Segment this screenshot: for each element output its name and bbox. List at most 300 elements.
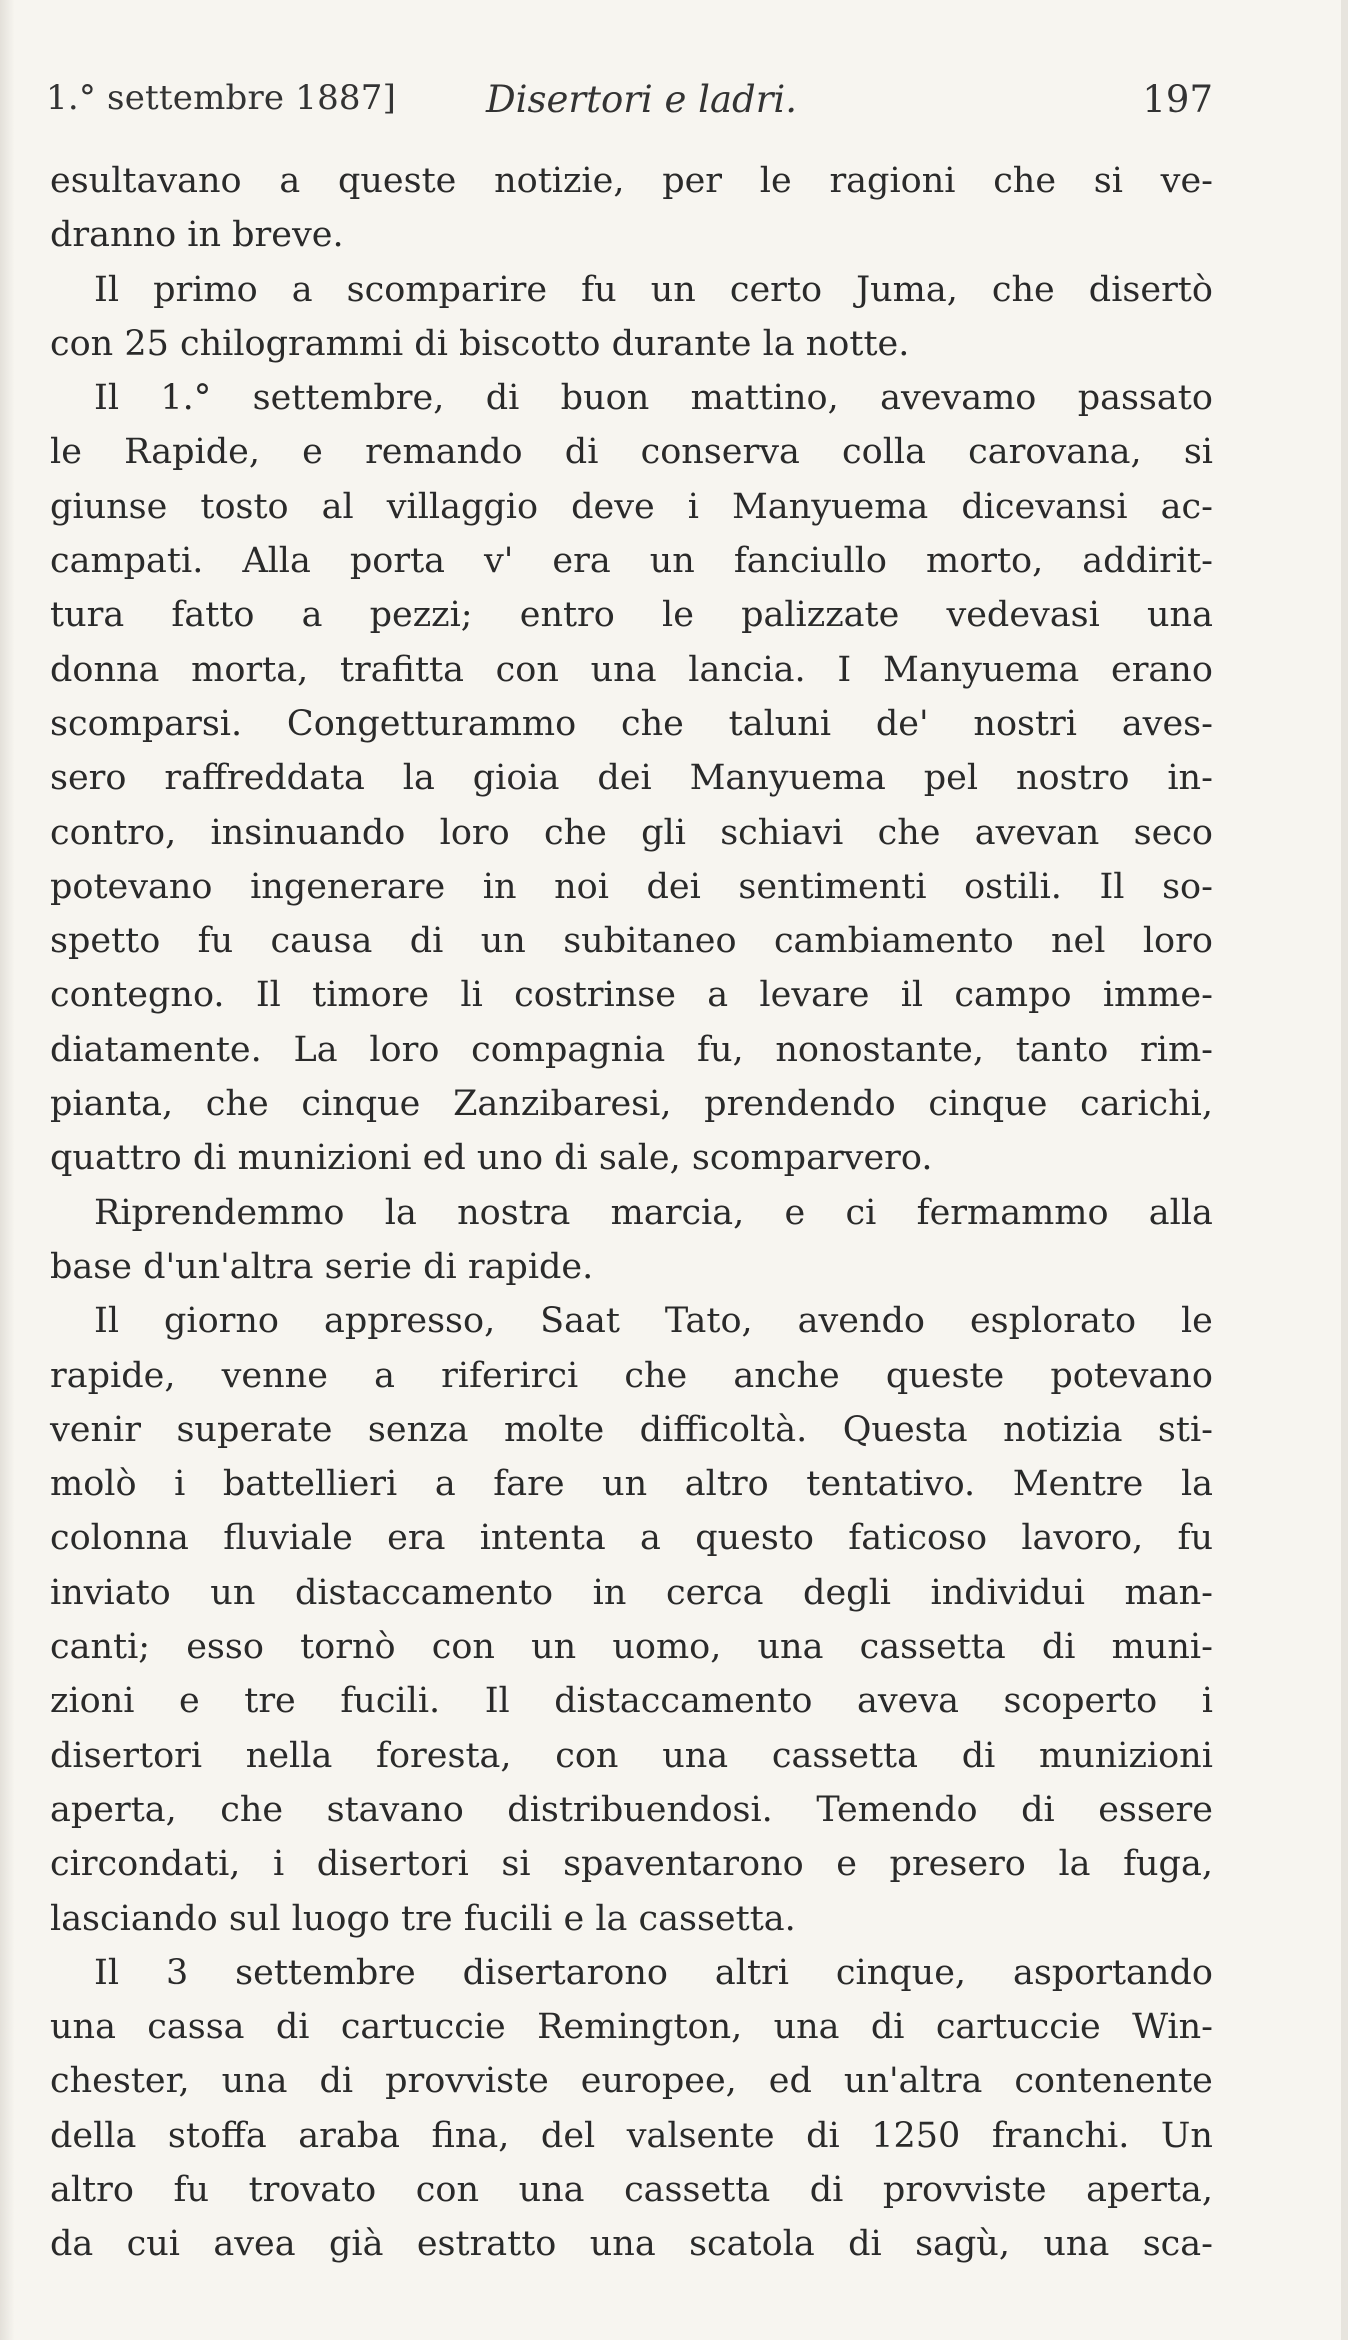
text-word: muni-	[1111, 1627, 1213, 1668]
text-word: battellieri	[222, 1464, 398, 1505]
text-word: Il	[484, 1681, 510, 1722]
text-word: scomparsi.	[50, 703, 243, 744]
text-word: sagù,	[915, 2224, 1010, 2265]
text-word: diatamente.	[50, 1029, 262, 1070]
text-word: morto,	[925, 541, 1044, 582]
text-word: schiavi	[720, 812, 844, 853]
text-word: distaccamento	[554, 1681, 813, 1722]
text-line	[50, 1620, 1213, 1674]
text-word: timore	[312, 975, 430, 1016]
text-word: si	[501, 1844, 531, 1885]
text-word: Manyuema	[689, 758, 886, 799]
text-word: un	[602, 1464, 648, 1505]
page-left-shadow	[0, 0, 14, 2340]
text-line	[50, 154, 1213, 208]
text-word: valsente	[626, 2115, 775, 2156]
text-word: venne	[221, 1355, 328, 1396]
text-word: faticoso	[848, 1518, 988, 1559]
text-word: di	[848, 2224, 882, 2265]
text-word: chester,	[50, 2061, 190, 2102]
text-word: a	[434, 1464, 456, 1505]
text-word: una	[1043, 2224, 1110, 2265]
text-word: settembre,	[252, 378, 445, 419]
text-word: contegno.	[50, 975, 225, 1016]
text-word: Rapide,	[124, 432, 260, 473]
text-word: ostili.	[964, 866, 1062, 907]
text-word: un'altra	[843, 2061, 983, 2102]
text-line	[50, 643, 1213, 697]
text-line	[50, 1349, 1213, 1403]
text-word: una	[773, 2007, 840, 2048]
text-word: disertori	[50, 1735, 203, 1776]
text-word: campati.	[50, 541, 204, 582]
text-line	[50, 1240, 1213, 1294]
text-line	[50, 751, 1213, 805]
text-word: e	[836, 1844, 857, 1885]
text-word: le	[50, 432, 82, 473]
text-word: venir	[50, 1409, 141, 1450]
text-word: gioia	[472, 758, 560, 799]
text-word: di	[485, 378, 520, 419]
text-word: tornò	[300, 1627, 396, 1668]
text-line	[50, 1837, 1213, 1891]
text-word: una	[221, 2061, 288, 2102]
text-word: si	[1183, 432, 1213, 473]
text-word: fu	[1177, 1518, 1213, 1559]
text-word: a	[291, 269, 313, 310]
text-word: intenta	[479, 1518, 606, 1559]
text-word: aperta,	[1086, 2169, 1213, 2210]
text-line	[50, 1511, 1213, 1565]
text-line	[50, 263, 1213, 317]
text-word: di	[870, 2007, 905, 2048]
text-word: un	[480, 921, 526, 962]
text-word: insinuando	[210, 812, 406, 853]
text-word: in-	[1167, 758, 1213, 799]
text-word: stavano	[326, 1789, 464, 1830]
text-word: fu	[581, 269, 617, 310]
text-word: queste	[337, 161, 457, 201]
body-text	[50, 154, 1213, 2272]
text-line	[50, 1294, 1213, 1348]
text-word: presero	[889, 1844, 1026, 1885]
text-word: sero	[50, 758, 127, 799]
text-word: I	[837, 649, 852, 690]
text-word: che	[993, 161, 1057, 201]
text-word: era	[387, 1518, 446, 1559]
text-word: avendo	[797, 1301, 925, 1342]
text-word: di	[409, 921, 444, 962]
text-word: nostra	[457, 1192, 571, 1233]
text-word: primo	[153, 269, 258, 310]
text-word: cassetta	[771, 1735, 918, 1776]
text-word: a	[707, 975, 729, 1016]
text-word: passato	[1077, 378, 1213, 419]
text-word: munizioni	[1039, 1735, 1213, 1776]
text-word: fuga,	[1123, 1844, 1213, 1885]
text-word: una	[1147, 595, 1213, 636]
text-word: La	[293, 1029, 338, 1070]
text-word: nella	[245, 1735, 333, 1776]
text-word: di	[564, 432, 599, 473]
text-word: fare	[493, 1464, 565, 1505]
text-word: disertori	[316, 1844, 469, 1885]
text-word: senza	[367, 1409, 469, 1450]
text-word: villaggio	[386, 486, 539, 527]
text-word: di	[961, 1735, 996, 1776]
text-word: palizzate	[741, 595, 900, 636]
text-line-content: lasciando sul luogo tre fucili e la cassetta.	[50, 1898, 796, 1939]
text-word: li	[460, 975, 483, 1016]
text-line	[50, 371, 1213, 425]
text-word: esultavano	[50, 161, 242, 201]
text-word: 1.°	[160, 378, 212, 419]
text-word: man-	[1124, 1572, 1213, 1613]
text-word: di	[275, 2007, 310, 2048]
text-line	[50, 697, 1213, 751]
text-word: nostro	[1015, 758, 1130, 799]
text-word: avevamo	[880, 378, 1037, 419]
text-line	[50, 317, 1213, 371]
text-word: loro	[439, 812, 510, 853]
text-line	[50, 2054, 1213, 2108]
text-word: ci	[845, 1192, 877, 1233]
text-word: compagnia	[471, 1029, 666, 1070]
text-word: sti-	[1157, 1409, 1213, 1450]
text-line	[50, 1729, 1213, 1783]
text-word: colla	[842, 432, 926, 473]
text-word: i	[687, 486, 699, 527]
text-word: zioni	[50, 1681, 135, 1722]
text-word: campo	[954, 975, 1072, 1016]
text-word: che	[991, 269, 1055, 310]
text-word: la	[402, 758, 435, 799]
page-number: 197	[1142, 78, 1213, 121]
text-word: che	[620, 703, 684, 744]
text-word: era	[552, 541, 611, 582]
text-word: pel	[923, 758, 979, 799]
text-line-content: quattro di munizioni ed uno di sale, scomparvero.	[50, 1138, 933, 1179]
text-word: raffreddata	[164, 758, 365, 799]
text-word: cartuccie	[340, 2007, 506, 2048]
text-word: giunse	[50, 486, 168, 527]
text-word: Temendo	[816, 1789, 978, 1830]
text-word: pianta,	[50, 1084, 174, 1125]
text-word: 3	[165, 1952, 189, 1993]
text-word: di	[806, 2115, 840, 2156]
text-word: cinque	[301, 1084, 421, 1125]
text-line	[50, 806, 1213, 860]
text-word: appresso,	[323, 1301, 496, 1342]
text-word: tanto	[1015, 1029, 1109, 1070]
text-word: addirit-	[1082, 541, 1213, 582]
text-word: europee,	[580, 2061, 737, 2102]
text-word: araba	[298, 2115, 400, 2156]
text-word: provviste	[882, 2169, 1047, 2210]
text-word: fu	[173, 2169, 209, 2210]
running-header-date: 1.° settembre 1887]	[46, 78, 397, 118]
text-word: Il	[94, 269, 120, 310]
text-word: cassetta	[859, 1627, 1006, 1668]
text-word: di	[1041, 1627, 1076, 1668]
text-word: Il	[255, 975, 281, 1016]
text-word: una	[662, 1735, 729, 1776]
text-word: potevano	[1050, 1355, 1213, 1396]
text-word: provviste	[385, 2061, 549, 2102]
text-word: fucili.	[340, 1681, 441, 1722]
text-word: cassa	[147, 2007, 245, 2048]
text-word: nonostante,	[775, 1029, 984, 1070]
text-line	[50, 968, 1213, 1022]
text-word: tre	[244, 1681, 296, 1722]
text-word: Il	[94, 378, 120, 419]
text-word: ragioni	[829, 161, 956, 201]
text-word: esso	[186, 1627, 264, 1668]
text-line	[50, 425, 1213, 479]
text-word: anche	[733, 1355, 840, 1396]
text-line	[50, 1566, 1213, 1620]
text-word: Alla	[242, 541, 311, 582]
text-line	[50, 1131, 1213, 1185]
text-word: per	[662, 161, 723, 201]
text-word: loro	[1142, 921, 1213, 962]
text-word: un	[210, 1572, 256, 1613]
text-word: Zanzibaresi,	[453, 1084, 672, 1125]
running-header	[46, 78, 1213, 128]
text-word: lavoro,	[1021, 1518, 1144, 1559]
text-word: al	[321, 486, 354, 527]
text-word: estratto	[416, 2224, 557, 2265]
text-word: seco	[1133, 812, 1213, 853]
text-word: causa	[270, 921, 373, 962]
text-word: avevan	[974, 812, 1100, 853]
text-word: rim-	[1140, 1029, 1213, 1070]
text-word: in	[482, 866, 517, 907]
text-word: Un	[1160, 2115, 1213, 2156]
text-word: fanciullo	[733, 541, 887, 582]
text-word: disertò	[1088, 269, 1213, 310]
text-word: taluni	[728, 703, 832, 744]
text-word: a	[374, 1355, 395, 1396]
text-word: essere	[1098, 1789, 1213, 1830]
text-word: Riprendemmo	[94, 1192, 345, 1233]
text-word: aveva	[856, 1681, 959, 1722]
text-word: Manyuema	[731, 486, 929, 527]
text-word: cerca	[665, 1572, 764, 1613]
text-word: levare	[759, 975, 870, 1016]
text-word: con	[555, 1735, 619, 1776]
text-word: i	[174, 1464, 186, 1505]
text-word: i	[1201, 1681, 1213, 1722]
text-word: questo	[695, 1518, 814, 1559]
text-word: molte	[503, 1409, 605, 1450]
text-word: cinque	[928, 1084, 1048, 1125]
text-word: di	[809, 2169, 844, 2210]
text-word: già	[328, 2224, 384, 2265]
text-word: Juma,	[856, 269, 958, 310]
text-word: che	[624, 1355, 688, 1396]
text-word: dei	[597, 758, 652, 799]
text-word: uomo,	[612, 1627, 722, 1668]
text-word: spaventarono	[563, 1844, 804, 1885]
text-word: altro	[50, 2169, 134, 2210]
text-word: cui	[126, 2224, 180, 2265]
text-word: mattino,	[690, 378, 839, 419]
text-word: una	[589, 2224, 656, 2265]
text-word: fluviale	[223, 1518, 353, 1559]
text-word: che	[205, 1084, 269, 1125]
text-word: ingenerare	[250, 866, 446, 907]
text-word: Saat	[540, 1301, 620, 1342]
text-word: che	[220, 1789, 284, 1830]
text-word: notizia	[1003, 1409, 1123, 1450]
text-word: tosto	[200, 486, 289, 527]
text-word: morta,	[191, 649, 309, 690]
running-header-title: Disertori e ladri.	[486, 78, 798, 121]
text-word: conserva	[640, 432, 800, 473]
text-word: pezzi;	[369, 595, 473, 636]
text-word: cambiamento	[773, 921, 1014, 962]
text-word: de'	[875, 703, 929, 744]
text-word: stoffa	[167, 2115, 267, 2156]
text-word: Remington,	[537, 2007, 743, 2048]
text-word: che	[877, 812, 941, 853]
text-word: le	[662, 595, 694, 636]
text-word: buon	[560, 378, 650, 419]
text-word: rapide,	[50, 1355, 176, 1396]
text-line	[50, 1077, 1213, 1131]
text-word: con	[495, 649, 559, 690]
text-word: Questa	[842, 1409, 968, 1450]
text-line	[50, 860, 1213, 914]
text-word: con	[415, 2169, 479, 2210]
text-word: le	[759, 161, 792, 201]
text-word: so-	[1162, 866, 1213, 907]
text-word: alla	[1148, 1192, 1213, 1233]
text-word: fermammo	[916, 1192, 1109, 1233]
text-word: franchi.	[991, 2115, 1130, 2156]
text-line	[50, 914, 1213, 968]
text-word: aves-	[1121, 703, 1213, 744]
text-line	[50, 2000, 1213, 2054]
text-word: nel	[1051, 921, 1106, 962]
text-word: tentativo.	[806, 1464, 976, 1505]
text-word: foresta,	[376, 1735, 512, 1776]
text-word: ve-	[1160, 161, 1213, 201]
text-word: circondati,	[50, 1844, 241, 1885]
text-line	[50, 1186, 1213, 1240]
text-word: erano	[1110, 649, 1213, 690]
text-line-content: base d'un'altra serie di rapide.	[50, 1246, 594, 1287]
text-word: Tato,	[664, 1301, 753, 1342]
text-word: canti;	[50, 1627, 151, 1668]
text-line	[50, 588, 1213, 642]
text-word: dei	[646, 866, 701, 907]
text-word: sca-	[1142, 2224, 1213, 2265]
text-word: scomparire	[346, 269, 548, 310]
text-word: 1250	[871, 2115, 961, 2156]
text-word: carichi,	[1080, 1084, 1213, 1125]
text-word: trovato	[248, 2169, 377, 2210]
text-word: loro	[369, 1029, 440, 1070]
page-right-edge	[1341, 0, 1348, 2340]
text-word: Il	[94, 1301, 120, 1342]
text-word: i	[272, 1844, 285, 1885]
text-word: carovana,	[968, 432, 1142, 473]
text-word: nostri	[973, 703, 1077, 744]
text-word: riferirci	[441, 1355, 579, 1396]
text-line	[50, 1403, 1213, 1457]
text-word: cinque,	[835, 1952, 967, 1993]
text-word: sentimenti	[738, 866, 927, 907]
text-word: una	[590, 649, 657, 690]
text-word: una	[757, 1627, 824, 1668]
text-word: del	[540, 2115, 596, 2156]
text-line	[50, 208, 1213, 262]
text-word: colonna	[50, 1518, 189, 1559]
text-word: di	[1021, 1789, 1055, 1830]
text-word: porta	[349, 541, 445, 582]
text-word: vedevasi	[946, 595, 1100, 636]
text-line	[50, 2217, 1213, 2271]
text-word: cassetta	[624, 2169, 771, 2210]
text-word: si	[1093, 161, 1123, 201]
text-line-content: con 25 chilogrammi di biscotto durante la notte.	[50, 323, 910, 364]
text-line	[50, 480, 1213, 534]
text-word: cartuccie	[935, 2007, 1101, 2048]
text-line	[50, 2163, 1213, 2217]
text-word: la	[1058, 1844, 1091, 1885]
text-word: contenente	[1014, 2061, 1213, 2102]
text-word: un	[531, 1627, 577, 1668]
text-word: degli	[803, 1572, 891, 1613]
text-word: Win-	[1132, 2007, 1213, 2048]
text-word: asportando	[1012, 1952, 1213, 1993]
text-word: v'	[484, 541, 514, 582]
text-word: una	[50, 2007, 116, 2048]
text-word: fina,	[431, 2115, 510, 2156]
text-word: Mentre	[1012, 1464, 1144, 1505]
text-word: avea	[213, 2224, 296, 2265]
text-word: e	[784, 1192, 806, 1233]
text-word: giorno	[163, 1301, 279, 1342]
text-word: disertarono	[462, 1952, 668, 1993]
text-word: fu	[197, 921, 234, 962]
text-word: le	[1180, 1301, 1213, 1342]
text-word: a	[640, 1518, 661, 1559]
text-word: altri	[714, 1952, 789, 1993]
text-word: da	[50, 2224, 94, 2265]
text-word: contro,	[50, 812, 177, 853]
text-word: trafitta	[339, 649, 464, 690]
text-word: fu,	[697, 1029, 744, 1070]
text-word: donna	[50, 649, 160, 690]
text-word: settembre	[235, 1952, 416, 1993]
text-line	[50, 2109, 1213, 2163]
text-word: prendendo	[704, 1084, 896, 1125]
text-word: fatto	[171, 595, 255, 636]
text-word: distribuendosi.	[507, 1789, 773, 1830]
text-word: con	[431, 1627, 495, 1668]
text-line	[50, 1457, 1213, 1511]
text-word: queste	[885, 1355, 1005, 1396]
text-word: e	[302, 432, 323, 473]
text-word: Manyuema	[882, 649, 1080, 690]
text-word: Congetturammo	[286, 703, 577, 744]
text-line	[50, 1946, 1213, 2000]
text-word: lancia.	[688, 649, 806, 690]
text-word: una	[518, 2169, 585, 2210]
